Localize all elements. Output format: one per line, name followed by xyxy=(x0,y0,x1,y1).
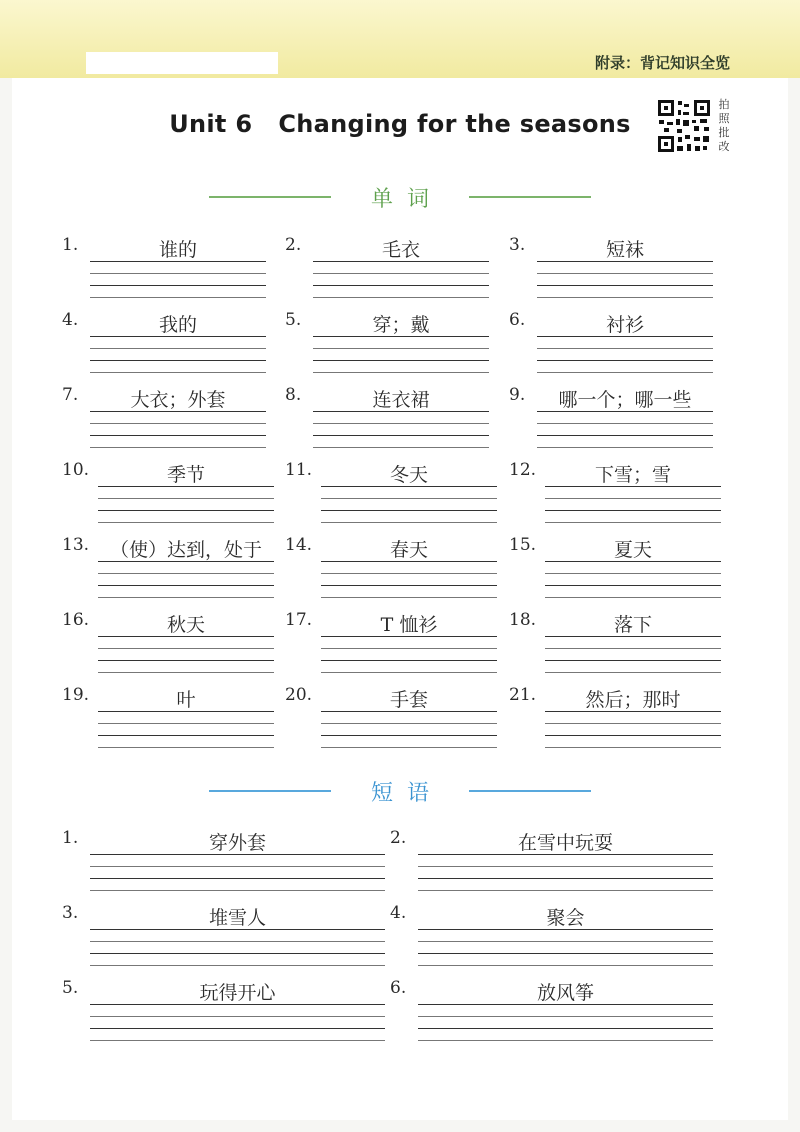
phrases-section-heading xyxy=(0,776,800,806)
item-number: 21. xyxy=(509,685,537,705)
chinese-prompt: 衬衫 xyxy=(605,314,644,336)
answer-field[interactable] xyxy=(90,310,266,376)
item-number: 18. xyxy=(509,610,537,630)
writing-line xyxy=(418,1040,713,1041)
writing-line xyxy=(90,1028,385,1029)
chinese-prompt: T 恤衫 xyxy=(380,614,438,636)
writing-line xyxy=(321,723,497,724)
chinese-prompt: 然后；那时 xyxy=(585,689,681,711)
writing-line xyxy=(545,522,721,523)
item-number: 16. xyxy=(62,610,90,630)
writing-line xyxy=(537,261,713,262)
word-item xyxy=(509,535,721,601)
qr-label-char: 批 xyxy=(718,126,730,139)
writing-line xyxy=(321,561,497,562)
writing-line xyxy=(537,336,713,337)
answer-field[interactable] xyxy=(321,460,497,526)
writing-line xyxy=(90,435,266,436)
item-number: 8. xyxy=(285,385,302,405)
phrase-item xyxy=(62,903,385,969)
writing-line xyxy=(90,941,385,942)
writing-line xyxy=(321,747,497,748)
chinese-prompt: 季节 xyxy=(166,464,205,486)
writing-line xyxy=(418,941,713,942)
phrase-item xyxy=(390,828,713,894)
chinese-prompt: （使）达到，处于 xyxy=(109,539,262,561)
word-item xyxy=(62,610,274,676)
writing-line xyxy=(545,561,721,562)
writing-line xyxy=(313,348,489,349)
answer-field[interactable] xyxy=(418,828,713,894)
writing-line xyxy=(313,285,489,286)
chinese-prompt: 放风筝 xyxy=(536,982,594,1004)
writing-line xyxy=(90,261,266,262)
phrase-item xyxy=(390,903,713,969)
answer-field[interactable] xyxy=(98,610,274,676)
word-item xyxy=(285,310,489,376)
writing-line xyxy=(545,672,721,673)
word-item xyxy=(62,235,266,301)
writing-line xyxy=(537,285,713,286)
writing-line xyxy=(98,636,274,637)
writing-line xyxy=(90,423,266,424)
writing-line xyxy=(98,711,274,712)
item-number: 11. xyxy=(285,460,313,480)
writing-line xyxy=(418,965,713,966)
writing-line xyxy=(98,498,274,499)
writing-line xyxy=(545,573,721,574)
writing-line xyxy=(321,735,497,736)
writing-line xyxy=(90,297,266,298)
chinese-prompt: 毛衣 xyxy=(381,239,420,261)
writing-line xyxy=(321,510,497,511)
chinese-prompt: 冬天 xyxy=(389,464,428,486)
writing-line xyxy=(545,723,721,724)
item-number: 17. xyxy=(285,610,313,630)
word-item xyxy=(285,460,497,526)
item-number: 10. xyxy=(62,460,90,480)
chinese-prompt: 春天 xyxy=(389,539,428,561)
word-item xyxy=(62,310,266,376)
writing-line xyxy=(321,672,497,673)
writing-line xyxy=(90,348,266,349)
answer-field[interactable] xyxy=(537,235,713,301)
qr-label xyxy=(717,98,731,154)
writing-line xyxy=(313,447,489,448)
writing-line xyxy=(98,561,274,562)
answer-field[interactable] xyxy=(313,235,489,301)
writing-line xyxy=(545,711,721,712)
writing-line xyxy=(98,510,274,511)
answer-field[interactable] xyxy=(545,460,721,526)
writing-line xyxy=(98,597,274,598)
writing-line xyxy=(321,660,497,661)
word-item xyxy=(509,610,721,676)
item-number: 14. xyxy=(285,535,313,555)
phrase-item xyxy=(390,978,713,1044)
writing-line xyxy=(537,360,713,361)
answer-field[interactable] xyxy=(537,310,713,376)
words-heading-label: 单词 xyxy=(370,186,443,212)
writing-line xyxy=(537,372,713,373)
qr-label-char: 改 xyxy=(718,140,730,153)
answer-field[interactable] xyxy=(90,978,385,1044)
word-item xyxy=(285,235,489,301)
writing-line xyxy=(418,1004,713,1005)
answer-field[interactable] xyxy=(90,828,385,894)
heading-rule xyxy=(469,196,591,198)
answer-field[interactable] xyxy=(418,978,713,1044)
writing-line xyxy=(313,423,489,424)
item-number: 1. xyxy=(62,235,79,255)
item-number: 7. xyxy=(62,385,79,405)
writing-line xyxy=(313,435,489,436)
writing-line xyxy=(90,411,266,412)
item-number: 4. xyxy=(390,903,407,923)
answer-field[interactable] xyxy=(537,385,713,451)
answer-field[interactable] xyxy=(98,685,274,751)
writing-line xyxy=(321,486,497,487)
chinese-prompt: 玩得开心 xyxy=(199,982,276,1004)
item-number: 3. xyxy=(62,903,79,923)
writing-line xyxy=(418,866,713,867)
writing-line xyxy=(90,953,385,954)
word-item xyxy=(285,685,497,751)
item-number: 1. xyxy=(62,828,79,848)
writing-line xyxy=(313,297,489,298)
word-item xyxy=(62,385,266,451)
writing-line xyxy=(545,747,721,748)
item-number: 5. xyxy=(285,310,302,330)
writing-line xyxy=(90,1004,385,1005)
item-number: 12. xyxy=(509,460,537,480)
answer-field[interactable] xyxy=(321,535,497,601)
writing-line xyxy=(98,672,274,673)
writing-line xyxy=(321,648,497,649)
writing-line xyxy=(90,929,385,930)
writing-line xyxy=(545,735,721,736)
item-number: 20. xyxy=(285,685,313,705)
item-number: 13. xyxy=(62,535,90,555)
writing-line xyxy=(321,498,497,499)
writing-line xyxy=(90,878,385,879)
word-item xyxy=(509,310,713,376)
writing-line xyxy=(90,890,385,891)
writing-line xyxy=(537,447,713,448)
item-number: 3. xyxy=(509,235,526,255)
writing-line xyxy=(90,1016,385,1017)
answer-field[interactable] xyxy=(321,685,497,751)
writing-line xyxy=(537,297,713,298)
item-number: 19. xyxy=(62,685,90,705)
writing-line xyxy=(321,636,497,637)
writing-line xyxy=(90,447,266,448)
word-item xyxy=(509,685,721,751)
chinese-prompt: 哪一个；哪一些 xyxy=(558,389,692,411)
writing-line xyxy=(98,723,274,724)
writing-line xyxy=(537,435,713,436)
phrases-heading-label: 短语 xyxy=(370,780,443,806)
writing-line xyxy=(90,285,266,286)
writing-line xyxy=(90,854,385,855)
item-number: 9. xyxy=(509,385,526,405)
header-blank xyxy=(86,52,278,74)
chinese-prompt: 夏天 xyxy=(613,539,652,561)
writing-line xyxy=(98,585,274,586)
item-number: 2. xyxy=(285,235,302,255)
writing-line xyxy=(418,1028,713,1029)
chinese-prompt: 穿外套 xyxy=(208,832,266,854)
chinese-prompt: 叶 xyxy=(176,689,196,711)
answer-field[interactable] xyxy=(313,385,489,451)
writing-line xyxy=(545,585,721,586)
words-section-heading xyxy=(0,182,800,212)
writing-line xyxy=(321,597,497,598)
word-item xyxy=(62,535,274,601)
chinese-prompt: 谁的 xyxy=(158,239,197,261)
writing-line xyxy=(90,1040,385,1041)
chinese-prompt: 秋天 xyxy=(166,614,205,636)
answer-field[interactable] xyxy=(321,610,497,676)
chinese-prompt: 手套 xyxy=(389,689,428,711)
writing-line xyxy=(321,585,497,586)
item-number: 15. xyxy=(509,535,537,555)
writing-line xyxy=(98,747,274,748)
answer-field[interactable] xyxy=(90,903,385,969)
word-item xyxy=(62,685,274,751)
chinese-prompt: 落下 xyxy=(613,614,652,636)
writing-line xyxy=(321,573,497,574)
writing-line xyxy=(313,372,489,373)
writing-line xyxy=(537,273,713,274)
chinese-prompt: 穿；戴 xyxy=(372,314,430,336)
word-item xyxy=(509,385,713,451)
writing-line xyxy=(313,360,489,361)
writing-line xyxy=(90,360,266,361)
item-number: 6. xyxy=(390,978,407,998)
writing-line xyxy=(545,498,721,499)
answer-field[interactable] xyxy=(98,535,274,601)
writing-line xyxy=(418,953,713,954)
answer-field[interactable] xyxy=(545,685,721,751)
heading-rule xyxy=(209,790,331,792)
writing-line xyxy=(321,522,497,523)
writing-line xyxy=(418,929,713,930)
writing-line xyxy=(545,597,721,598)
phrase-item xyxy=(62,978,385,1044)
writing-line xyxy=(98,522,274,523)
writing-line xyxy=(313,336,489,337)
word-item xyxy=(62,460,274,526)
writing-line xyxy=(98,648,274,649)
writing-line xyxy=(418,854,713,855)
writing-line xyxy=(545,636,721,637)
writing-line xyxy=(90,866,385,867)
writing-line xyxy=(537,423,713,424)
writing-line xyxy=(418,1016,713,1017)
answer-field[interactable] xyxy=(98,460,274,526)
heading-rule xyxy=(469,790,591,792)
qr-label-char: 照 xyxy=(718,112,730,125)
answer-field[interactable] xyxy=(90,235,266,301)
unit-number: Unit 6 xyxy=(169,110,253,138)
writing-line xyxy=(313,273,489,274)
answer-field[interactable] xyxy=(313,310,489,376)
writing-line xyxy=(545,486,721,487)
phrase-item xyxy=(62,828,385,894)
chinese-prompt: 大衣；外套 xyxy=(130,389,226,411)
word-item xyxy=(509,235,713,301)
heading-rule xyxy=(209,196,331,198)
item-number: 2. xyxy=(390,828,407,848)
chinese-prompt: 堆雪人 xyxy=(208,907,266,929)
unit-topic: Changing for the seasons xyxy=(278,110,631,138)
writing-line xyxy=(545,660,721,661)
writing-line xyxy=(313,261,489,262)
chinese-prompt: 连衣裙 xyxy=(372,389,430,411)
writing-line xyxy=(418,878,713,879)
answer-field[interactable] xyxy=(90,385,266,451)
chinese-prompt: 我的 xyxy=(158,314,197,336)
writing-line xyxy=(545,648,721,649)
word-item xyxy=(285,535,497,601)
writing-line xyxy=(537,411,713,412)
writing-line xyxy=(537,348,713,349)
answer-field[interactable] xyxy=(545,610,721,676)
writing-line xyxy=(90,965,385,966)
writing-line xyxy=(90,336,266,337)
writing-line xyxy=(418,890,713,891)
word-item xyxy=(285,610,497,676)
writing-line xyxy=(90,273,266,274)
qr-code-icon[interactable] xyxy=(656,98,712,154)
writing-line xyxy=(321,711,497,712)
writing-line xyxy=(90,372,266,373)
qr-label-char: 拍 xyxy=(718,98,730,111)
item-number: 4. xyxy=(62,310,79,330)
writing-line xyxy=(545,510,721,511)
writing-line xyxy=(98,573,274,574)
writing-line xyxy=(98,660,274,661)
appendix-label: 附录：背记知识全览 xyxy=(594,54,730,72)
chinese-prompt: 在雪中玩耍 xyxy=(517,832,613,854)
writing-line xyxy=(98,486,274,487)
word-item xyxy=(509,460,721,526)
answer-field[interactable] xyxy=(545,535,721,601)
chinese-prompt: 下雪；雪 xyxy=(594,464,671,486)
answer-field[interactable] xyxy=(418,903,713,969)
word-item xyxy=(285,385,489,451)
chinese-prompt: 短袜 xyxy=(605,239,644,261)
item-number: 6. xyxy=(509,310,526,330)
writing-line xyxy=(98,735,274,736)
item-number: 5. xyxy=(62,978,79,998)
chinese-prompt: 聚会 xyxy=(546,907,585,929)
writing-line xyxy=(313,411,489,412)
